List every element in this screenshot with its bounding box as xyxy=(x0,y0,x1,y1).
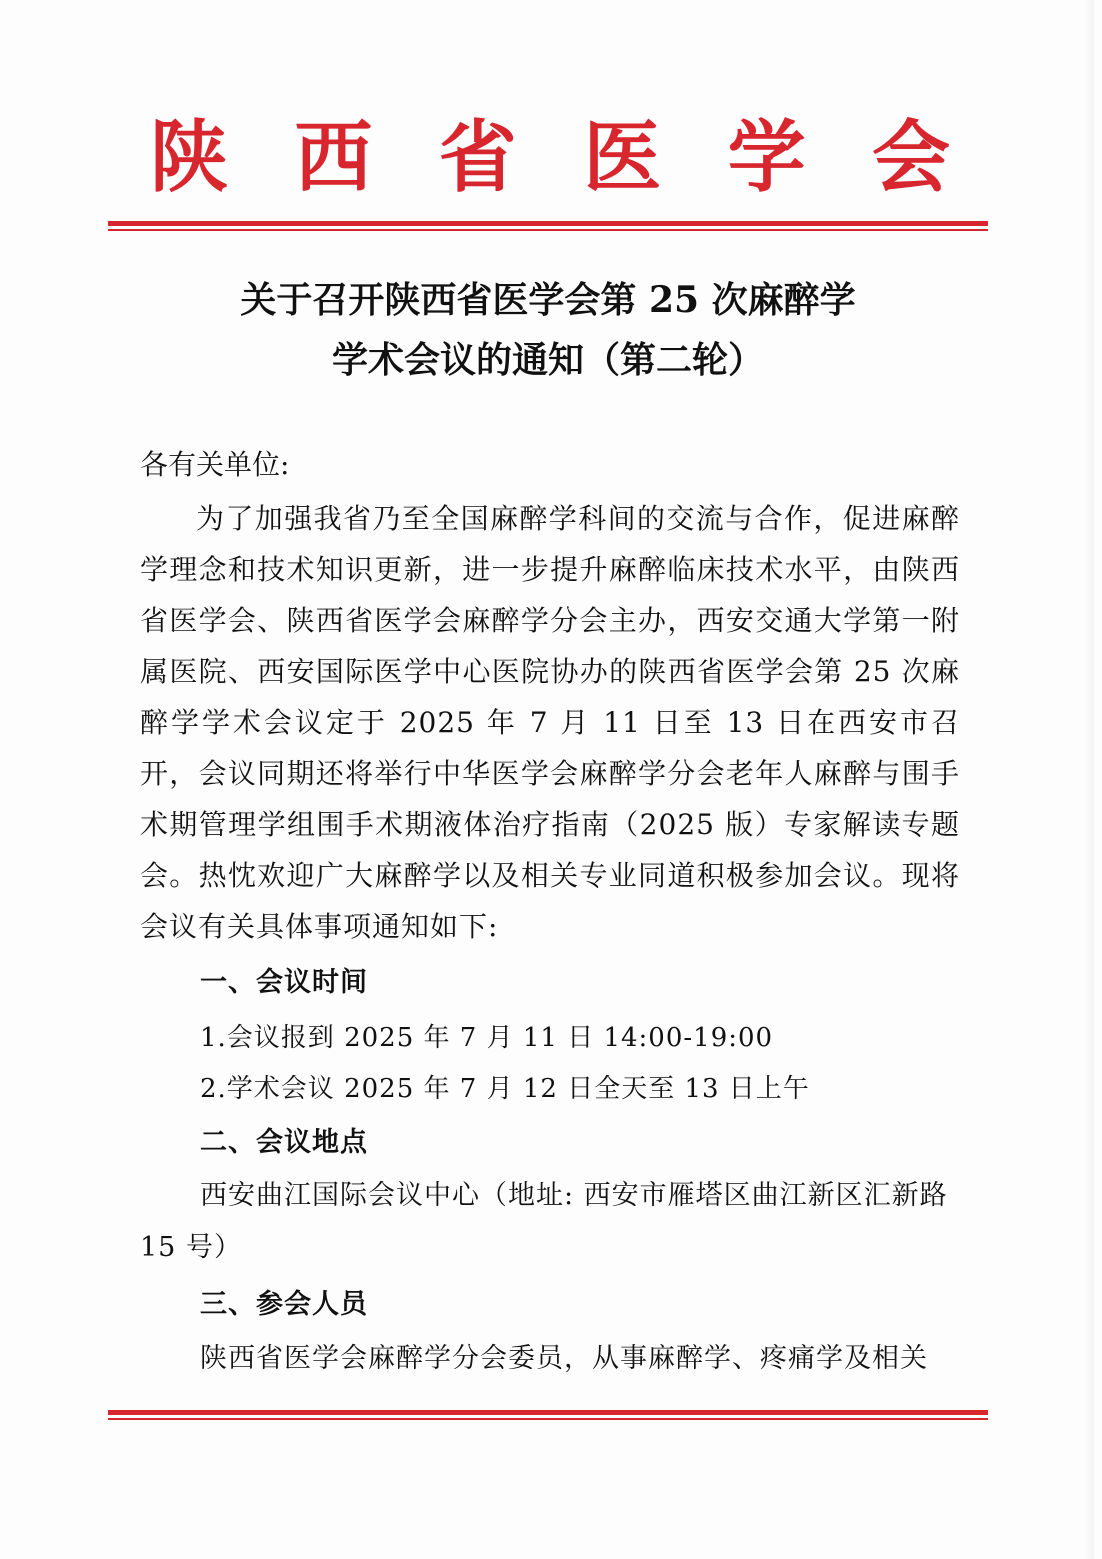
footer-divider xyxy=(108,1410,988,1420)
title-line-1: 关于召开陕西省医学会第 25 次麻醉学 xyxy=(240,279,856,321)
scan-edge-shadow xyxy=(1084,0,1094,1559)
letterhead-char: 省 xyxy=(438,112,517,203)
letterhead-char: 会 xyxy=(871,112,950,203)
intro-paragraph: 为了加强我省乃至全国麻醉学科间的交流与合作，促进麻醉学理念和技术知识更新，进一步提升麻醉临床技术水平，由陕西省医学会、陕西省医学会麻醉学分会主办，西安交通大学第一附属医院、西安国际医学中心医院协办的陕西省医学会第 25 次麻醉学学术会议定于 2025 年 7 月 11 日至 13 日在西安市召开，会议同期还将举行中华医学会麻醉学分会老年人麻醉与围手术期管理学组围手术期液体治疗指南（2025 版）专家解读专题会。热忱欢迎广大麻醉学以及相关专业同道积极参加会议。现将会议有关具体事项通知如下: xyxy=(140,502,960,943)
letterhead-divider xyxy=(108,221,988,231)
letterhead-char: 学 xyxy=(727,112,806,203)
letterhead-title xyxy=(150,108,950,208)
section-heading-venue: 二、会议地点 xyxy=(200,1127,368,1158)
letterhead-char: 西 xyxy=(294,112,373,203)
addressee: 各有关单位: xyxy=(140,448,290,481)
document-title xyxy=(108,270,988,390)
section-heading-attendees: 三、参会人员 xyxy=(200,1289,368,1320)
title-line-2: 学术会议的通知（第二轮） xyxy=(331,339,764,381)
section-heading-time: 一、会议时间 xyxy=(200,967,368,998)
attendees-text: 陕西省医学会麻醉学分会委员，从事麻醉学、疼痛学及相关 xyxy=(200,1343,928,1374)
letterhead-char: 医 xyxy=(583,112,662,203)
time-item-registration: 1.会议报到 2025 年 7 月 11 日 14:00-19:00 xyxy=(200,1023,774,1053)
venue-text: 西安曲江国际会议中心（地址: 西安市雁塔区曲江新区汇新路 15 号） xyxy=(140,1180,948,1263)
letterhead-char: 陕 xyxy=(150,112,229,203)
time-item-conference: 2.学术会议 2025 年 7 月 12 日全天至 13 日上午 xyxy=(200,1074,810,1104)
